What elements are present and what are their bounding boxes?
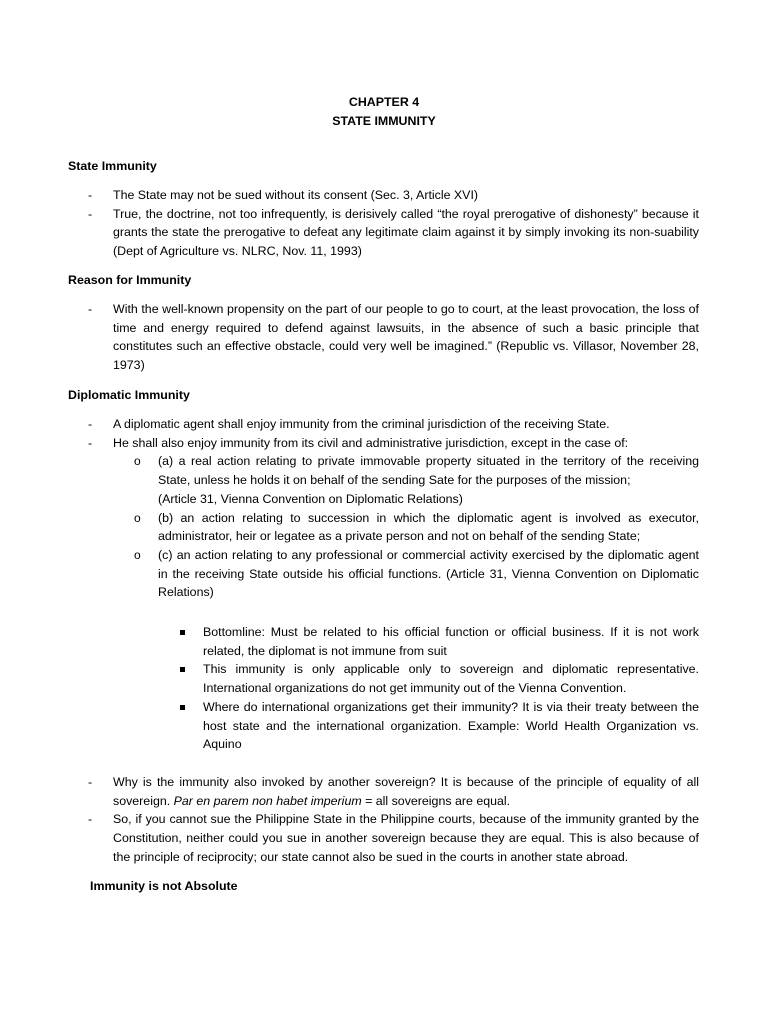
heading-diplomatic-immunity: Diplomatic Immunity [68, 388, 190, 402]
list-item [88, 415, 699, 434]
square-list-item [88, 660, 699, 697]
square-list-item [88, 698, 699, 754]
circle-marker: o [134, 454, 141, 469]
list-item [88, 810, 699, 866]
dash-marker: - [88, 188, 93, 202]
dash-marker: - [88, 206, 93, 221]
heading-immunity-not-absolute: Immunity is not Absolute [90, 879, 238, 893]
square-bullet-icon [180, 630, 185, 635]
dash-marker: - [88, 812, 93, 827]
dash-marker: - [88, 775, 93, 789]
chapter-name: STATE IMMUNITY [332, 113, 436, 128]
square-item-text: This immunity is only applicable only to sovereign and diplomatic representative. International organizations do not get immunity out of the Vienna Convention. [203, 662, 699, 696]
list-item-text: So, if you cannot sue the Philippine State in the Philippine courts, because of the immunity granted by the Constitution, neither could you sue in another sovereign because they are equal. This is also because of the principle of reciprocity; our state cannot also be sued in the courts in another state abroad. [113, 812, 699, 864]
list-item [88, 186, 699, 205]
heading-reason-for-immunity: Reason for Immunity [68, 273, 192, 287]
list-item-text: The State may not be sued without its consent (Sec. 3, Article XVI) [113, 188, 479, 202]
sub-item-text: (b) an action relating to succession in which the diplomatic agent is involved as executor, administrator, heir or legatee as a private person and not on behalf of the sending State; [158, 510, 699, 544]
list-item-text: With the well-known propensity on the part of our people to go to court, at the least provocation, the loss of time and energy required to defend against lawsuits, in the absence of such a basic principle that constitutes such an effective obstacle, could very well be imagined.” (Republic vs. Villasor, November 28, 1973) [113, 302, 699, 373]
state-immunity-list [88, 186, 699, 261]
circle-marker: o [134, 510, 141, 525]
sub-list-item [88, 452, 699, 508]
sub-item-text: (a) a real action relating to private immovable property situated in the territory of the receiving State, unless he holds it on behalf of the sending Sate for the purposes of the mission; [158, 454, 699, 488]
list-item-text-end: = all sovereigns are equal. [361, 793, 511, 808]
reason-list [88, 300, 699, 375]
square-list-item [88, 623, 699, 660]
chapter-number: CHAPTER 4 [348, 95, 420, 109]
sub-item-text: (c) an action relating to any professional or commercial activity exercised by the diplomatic agent in the receiving State outside his official functions. (Article 31, Vienna Convention on Diplomatic Relations) [158, 547, 699, 600]
square-bullet-list [88, 623, 699, 754]
list-item-text: He shall also enjoy immunity from its civil and administrative jurisdiction, except in the case of: [113, 435, 629, 450]
square-bullet-icon [180, 705, 185, 710]
list-item-text: A diplomatic agent shall enjoy immunity from the criminal jurisdiction of the receiving State. [113, 417, 610, 431]
latin-maxim: Par en parem non habet imperium [173, 793, 362, 808]
sub-list-item [88, 546, 699, 602]
list-item [88, 300, 699, 375]
sub-list-item [88, 509, 699, 546]
list-item [88, 434, 699, 453]
square-bullet-icon [180, 667, 185, 672]
sub-item-citation: (Article 31, Vienna Convention on Diplomatic Relations) [158, 491, 463, 506]
list-item [88, 773, 699, 810]
list-item-text: Why is the immunity also invoked by another sovereign? It is because of the principle of equality of all sovereign. [113, 775, 699, 808]
dash-marker: - [88, 435, 93, 450]
dash-marker: - [88, 417, 93, 431]
diplomatic-list [88, 415, 699, 602]
heading-state-immunity: State Immunity [68, 159, 157, 173]
dash-marker: - [88, 302, 93, 316]
circle-marker: o [134, 547, 141, 562]
list-item [88, 205, 699, 261]
equality-list [88, 773, 699, 867]
chapter-title [0, 93, 768, 130]
square-item-text: Bottomline: Must be related to his official function or official business. If it is not work related, the diplomat is not immune from suit [203, 625, 699, 658]
square-item-text: Where do international organizations get their immunity? It is via their treaty between the host state and the international organization. Example: World Health Organization vs. Aquino [203, 699, 699, 752]
list-item-text: True, the doctrine, not too infrequently, is derisively called “the royal prerogative of dishonesty” because it grants the state the prerogative to defeat any legitimate claim against it by simply invoking its non-suability (Dept of Agriculture vs. NLRC, Nov. 11, 1993) [113, 206, 699, 259]
